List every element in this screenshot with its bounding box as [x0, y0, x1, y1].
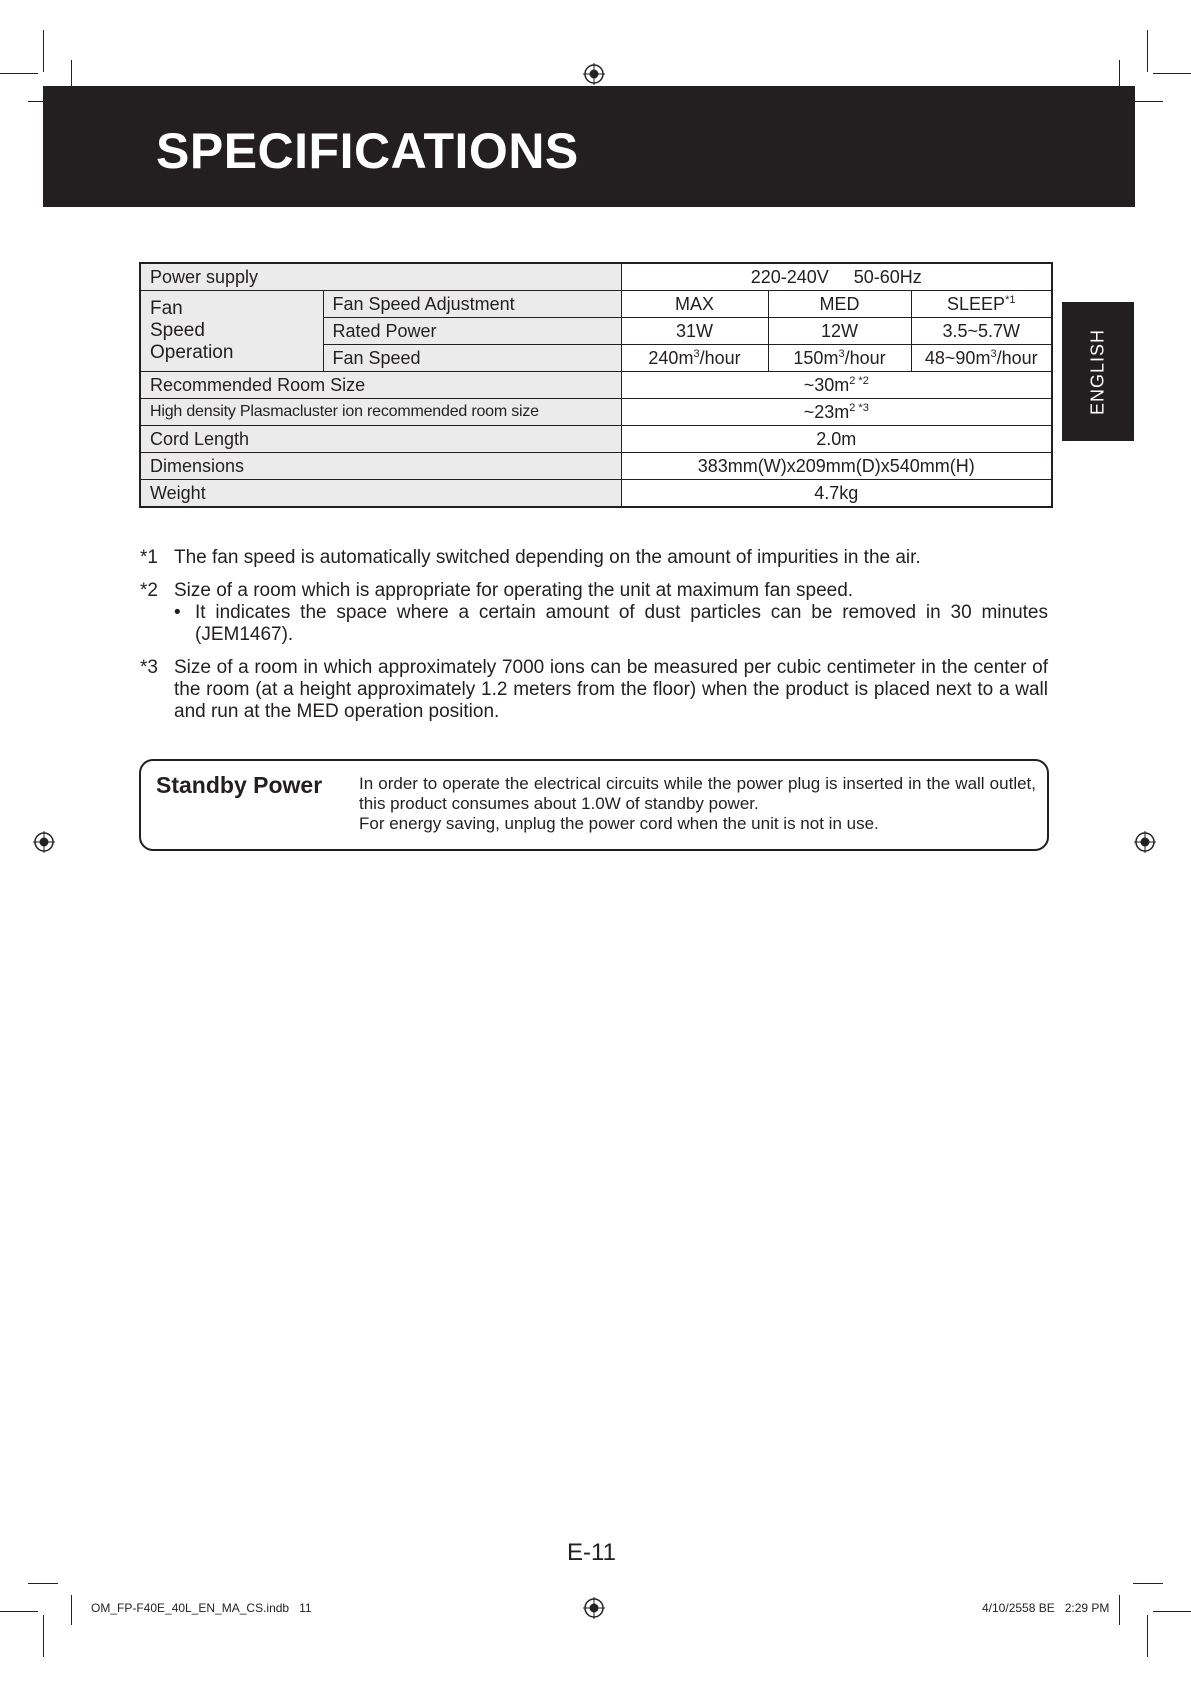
- power-supply-value: 220-240V 50-60Hz: [621, 263, 1052, 291]
- weight-value: 4.7kg: [621, 480, 1052, 508]
- crop-mark: [1147, 1615, 1148, 1657]
- fan-speed-sleep-value: 48~90m: [924, 347, 991, 368]
- fan-group-label-line: Speed: [150, 320, 205, 342]
- crop-mark: [1147, 30, 1148, 72]
- fan-speed-label: Fan Speed: [323, 345, 621, 372]
- table-row: [140, 372, 1052, 399]
- footer-file-name: OM_FP-F40E_40L_EN_MA_CS.indb 11: [91, 1601, 312, 1615]
- unit-exponent: 2 *3: [849, 401, 869, 414]
- table-row: [140, 426, 1052, 453]
- rated-power-label: Rated Power: [323, 318, 621, 345]
- specifications-table: [139, 262, 1053, 508]
- crop-mark: [28, 1583, 58, 1584]
- crop-mark: [1133, 101, 1163, 102]
- footnote: [140, 580, 1048, 646]
- footnote-mark: *2: [140, 580, 158, 601]
- rated-power-max: 31W: [621, 318, 768, 345]
- unit-suffix: /hour: [844, 347, 886, 368]
- fan-speed-med: [768, 345, 911, 372]
- page-number: E-11: [567, 1539, 616, 1566]
- crop-mark: [71, 1595, 72, 1625]
- unit-suffix: /hour: [699, 347, 741, 368]
- registration-mark-icon: [33, 831, 55, 853]
- footnote-text: Size of a room in which approximately 7000 ions can be measured per cubic centimeter in the center of the room (at a height approximately 1.2 meters from the floor) when the product is placed next to a wall and run at the MED operation position.: [174, 657, 1048, 722]
- footnote-text: The fan speed is automatically switched depending on the amount of impurities in the air.: [174, 547, 921, 568]
- footnote-bullet: [174, 602, 1048, 646]
- standby-power-line: In order to operate the electrical circuits while the power plug is inserted in the wall outlet, this product consumes about 1.0W of standby power.: [359, 774, 1036, 813]
- language-tab: [1062, 302, 1134, 441]
- fan-speed-operation-label: [140, 291, 323, 372]
- language-tab-label: ENGLISH: [1087, 328, 1108, 415]
- unit-suffix: /hour: [996, 347, 1038, 368]
- crop-mark: [43, 30, 44, 72]
- fan-speed-med-value: 150m: [793, 347, 839, 368]
- crop-mark: [1153, 73, 1191, 74]
- plasmacluster-room-size-value: [621, 399, 1052, 426]
- bullet-icon: •: [174, 602, 181, 623]
- registration-mark-icon: [583, 63, 605, 85]
- footnote-mark: *1: [140, 547, 158, 568]
- adjustment-max: MAX: [621, 291, 768, 318]
- fan-speed-max-value: 240m: [648, 347, 694, 368]
- rated-power-med: 12W: [768, 318, 911, 345]
- registration-mark-icon: [583, 1597, 605, 1619]
- page-title: SPECIFICATIONS: [156, 123, 579, 179]
- cord-length-value: 2.0m: [621, 426, 1052, 453]
- crop-mark: [1153, 1611, 1191, 1612]
- standby-power-line: For energy saving, unplug the power cord when the unit is not in use.: [359, 814, 879, 833]
- registration-mark-icon: [1134, 831, 1156, 853]
- crop-mark: [1119, 1595, 1120, 1625]
- standby-power-heading: Standby Power: [156, 772, 323, 798]
- unit-exponent: 3: [838, 347, 845, 360]
- power-supply-label: Power supply: [140, 263, 621, 291]
- room-size-label: Recommended Room Size: [140, 372, 621, 399]
- table-row: [140, 453, 1052, 480]
- dimensions-label: Dimensions: [140, 453, 621, 480]
- bullet-text: It indicates the space where a certain amount of dust particles can be removed in 30 minutes (JEM1467).: [195, 602, 1048, 645]
- footnote-mark: *3: [140, 657, 158, 678]
- rated-power-sleep: 3.5~5.7W: [911, 318, 1052, 345]
- footnote: [140, 547, 1048, 569]
- crop-mark: [1133, 1583, 1163, 1584]
- unit-exponent: 2 *2: [849, 374, 869, 387]
- table-row: [140, 291, 1052, 318]
- unit-exponent: 3: [693, 347, 700, 360]
- footnotes: [140, 547, 1048, 734]
- weight-label: Weight: [140, 480, 621, 508]
- crop-mark: [43, 1615, 44, 1657]
- footnote: [140, 657, 1048, 723]
- adjustment-med: MED: [768, 291, 911, 318]
- standby-power-text: [359, 774, 1036, 834]
- fan-speed-max: [621, 345, 768, 372]
- plasmacluster-room-size-label: High density Plasmacluster ion recommended room size: [140, 399, 621, 426]
- room-size-number: ~30m: [803, 374, 850, 395]
- footnote-text: Size of a room which is appropriate for operating the unit at maximum fan speed.: [174, 580, 854, 601]
- unit-exponent: 3: [990, 347, 997, 360]
- table-row: [140, 480, 1052, 508]
- table-row: [140, 399, 1052, 426]
- cord-length-label: Cord Length: [140, 426, 621, 453]
- fan-speed-sleep: [911, 345, 1052, 372]
- footer-date: 4/10/2558 BE 2:29 PM: [982, 1601, 1110, 1615]
- standby-power-box: [139, 759, 1049, 851]
- footnote-ref: *1: [1005, 293, 1016, 306]
- crop-mark: [0, 73, 38, 74]
- dimensions-value: 383mm(W)x209mm(D)x540mm(H): [621, 453, 1052, 480]
- room-size-value: [621, 372, 1052, 399]
- adjustment-sleep: [911, 291, 1052, 318]
- fan-group-label-line: Operation: [150, 341, 234, 363]
- fan-group-label-line: Fan: [150, 298, 183, 320]
- fan-speed-adjustment-label: Fan Speed Adjustment: [323, 291, 621, 318]
- plasmacluster-room-size-number: ~23m: [803, 401, 850, 422]
- crop-mark: [0, 1611, 38, 1612]
- sleep-label: SLEEP: [947, 293, 1006, 314]
- table-row: [140, 263, 1052, 291]
